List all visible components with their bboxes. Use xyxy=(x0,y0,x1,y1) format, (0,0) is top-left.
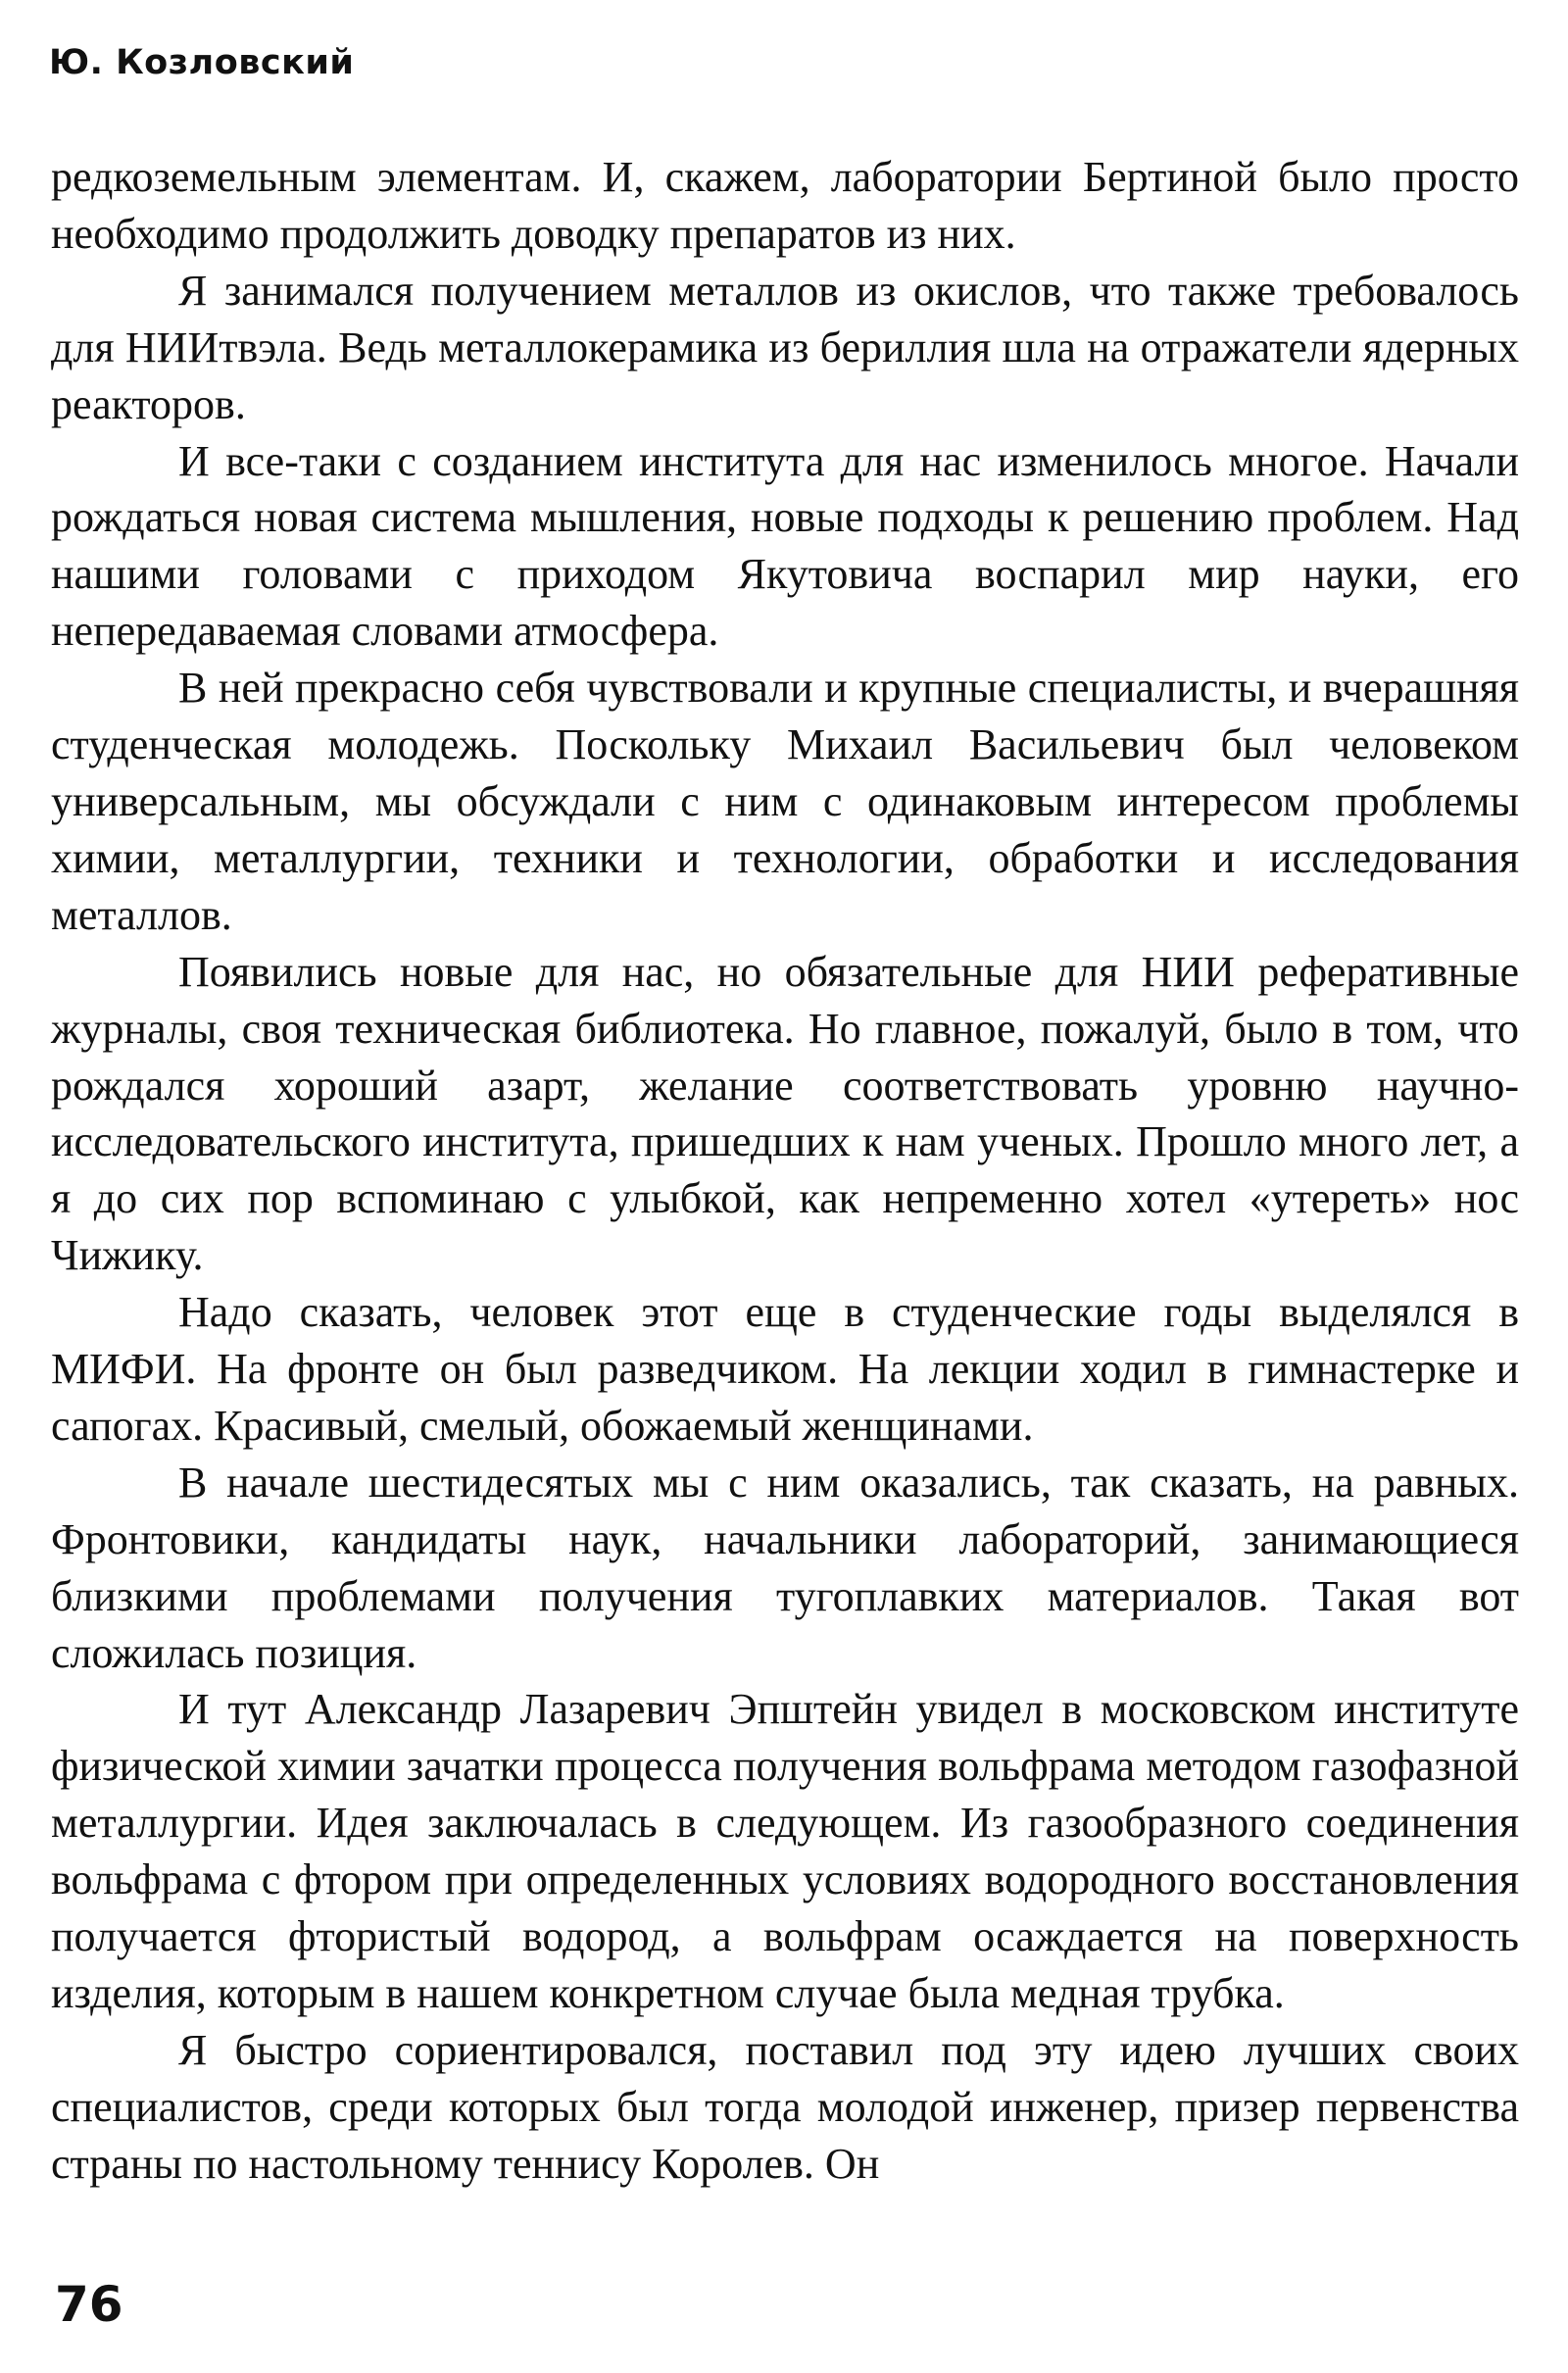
paragraph-4: В ней прекрасно себя чувствовали и крупные специалисты, и вчерашняя студенческая молодежь. Поскольку Михаил Васильевич был человеком универсальным, мы обсуждали с ним с одинаковым интересом проблемы химии, металлургии, техники и технологии, обработки и исследования металлов. xyxy=(51,664,1519,939)
page-number: 76 xyxy=(55,2276,123,2333)
paragraph-6: Надо сказать, человек этот еще в студенческие годы выделялся в МИФИ. На фронте он был разведчиком. На лекции ходил в гимнастерке и сапогах. Красивый, смелый, обожаемый женщинами. xyxy=(51,1288,1519,1450)
running-head-author: Ю. Козловский xyxy=(49,43,355,82)
paragraph-1: редкоземельным элементам. И, скажем, лаборатории Бертиной было просто необходимо продолжить доводку препаратов из них. xyxy=(51,153,1519,258)
paragraph-8: И тут Александр Лазаревич Эпштейн увидел в московском институте физической химии зачатки процесса получения вольфрама методом газофазной металлургии. Идея заключалась в следующем. Из газообразного соединения вольфрама с фтором при определенных условиях водородного восстановления получается фтористый водород, а вольфрам осаждается на поверхность изделия, которым в нашем конкретном случае была медная трубка. xyxy=(51,1685,1519,2017)
paragraph-7: В начале шестидесятых мы с ним оказались, так сказать, на равных. Фронтовики, кандидаты наук, начальники лабораторий, занимающиеся близкими проблемами получения тугоплавких материалов. Такая вот сложилась позиция. xyxy=(51,1458,1519,1677)
paragraph-3: И все-таки с созданием института для нас изменилось многое. Начали рождаться новая система мышления, новые подходы к решению проблем. Над нашими головами с приходом Якутовича воспарил мир науки, его непередаваемая словами атмосфера. xyxy=(51,436,1519,656)
paragraph-2: Я занимался получением металлов из окислов, что также требовалось для НИИтвэла. Ведь металлокерамика из бериллия шла на отражатели ядерных реакторов. xyxy=(51,266,1519,428)
paragraph-5: Появились новые для нас, но обязательные для НИИ реферативные журналы, своя техническая библиотека. Но главное, пожалуй, было в том, что рождался хороший азарт, желание соответствовать уровню научно-исследовательского института, пришедших к нам ученых. Прошло много лет, а я до сих пор вспоминаю с улыбкой, как непременно хотел «утереть» нос Чижику. xyxy=(51,947,1519,1280)
paragraph-9: Я быстро сориентировался, поставил под эту идею лучших своих специалистов, среди которых был тогда молодой инженер, призер первенства страны по настольному теннису Королев. Он xyxy=(51,2025,1519,2188)
body-text xyxy=(51,149,1519,2193)
